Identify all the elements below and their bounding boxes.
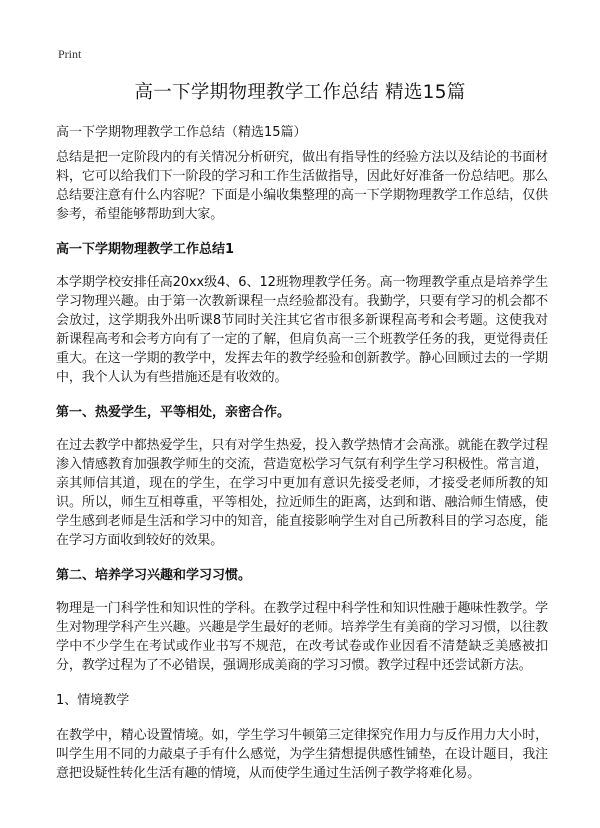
point-heading: 第二、培养学习兴趣和学习习惯。	[56, 568, 252, 583]
sub-item-label: 1、情境教学	[56, 693, 130, 708]
section-heading: 高一下学期物理教学工作总结1	[56, 242, 235, 257]
print-link[interactable]: Print	[58, 47, 82, 61]
point-heading: 第一、热爱学生，平等相处，亲密合作。	[56, 405, 291, 420]
point-paragraph: 在过去教学中都热爱学生，只有对学生热爱，投入教学热情才会高涨。就能在教学过程渗入情感教育加强教学师生的交流，营造宽松学习气氛有利学生学习积极性。常言道，亲其师信其道，现在的学生，在学习中更加有意识先接受老师，才接受老师所教的知识。所以，师生互相尊重，平等相处，拉近师生的距离，达到和谐、融洽师生情感，使学生感到老师是生活和学习中的知音，能直接影响学生对自己所教科目的学习态度，能在学习方面收到较好的效果。	[56, 438, 548, 548]
page-title: 高一下学期物理教学工作总结 精选15篇	[134, 82, 466, 103]
section-paragraph: 本学期学校安排任高20xx级4、6、12班物理教学任务。高一物理教学重点是培养学生学习物理兴趣。由于第一次教新课程一点经验都没有。我勤学，只要有学习的机会都不会放过，这学期我外出听课8节同时关注其它省市很多新课程高考和会考题。这使我对新课程高考和会考方向有了一定的了解，但肩负高一三个班教学任务的我，更觉得责任重大。在这一学期的教学中，发挥去年的教学经验和创新教学。静心回顾过去的一学期中，我个人认为有些措施还是有收效的。	[56, 275, 548, 385]
point-paragraph: 物理是一门科学性和知识性的学科。在教学过程中科学性和知识性融于趣味性教学。学生对物理学科产生兴趣。兴趣是学生最好的老师。培养学生有美商的学习习惯，以往教学中不少学生在考试或作业书写不规范，在改考试卷或作业因看不清楚缺乏美感被扣分，教学过程为了不必错误，强调形成美商的学习习惯。教学过程中还尝试新方法。	[56, 601, 548, 673]
intro-paragraph: 总结是把一定阶段内的有关情况分析研究，做出有指导性的经验方法以及结论的书面材料，它可以给我们下一阶段的学习和工作生活做指导，因此好好准备一份总结吧。那么总结要注意有什么内容呢？下面是小编收集整理的高一下学期物理教学工作总结，仅供参考，希望能够帮助到大家。	[56, 150, 548, 222]
document-body	[56, 148, 548, 799]
sub-item-paragraph: 在教学中，精心设置情境。如，学生学习牛顿第三定律探究作用力与反作用力大小时，叫学生用不同的力敲桌子手有什么感觉，为学生猜想提供感性铺垫，在设计题目，我注意把设疑性转化生活有趣的情境，从而使学生通过生活例子教学将难化易。	[56, 728, 548, 781]
document-subtitle: 高一下学期物理教学工作总结（精选15篇）	[56, 125, 307, 140]
